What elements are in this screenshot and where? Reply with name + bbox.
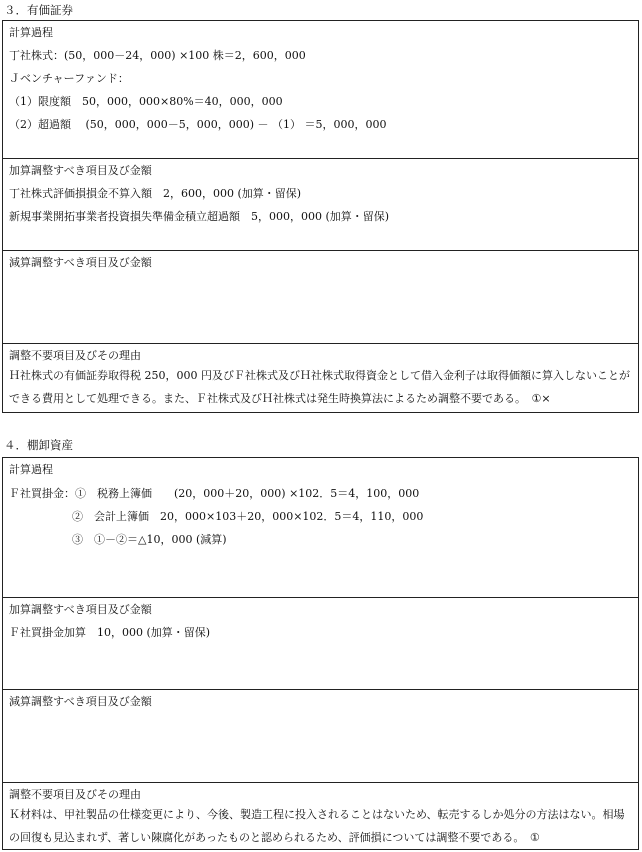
section-3-reason-box	[2, 343, 639, 413]
add-label: 加算調整すべき項目及び金額	[9, 603, 152, 616]
grading-mark: ①×	[531, 392, 551, 405]
section-4-reason-box	[2, 782, 639, 850]
section-4-heading: ４．棚卸資産	[4, 438, 73, 452]
calc-line-text: 会計上簿価 20，000×103＋20，000×102．5＝4，110，000	[94, 510, 424, 523]
add-label: 加算調整すべき項目及び金額	[9, 164, 152, 177]
calc-line-2	[72, 510, 423, 524]
reason-label: 調整不要項目及びその理由	[9, 349, 141, 362]
add-line: 新規事業開拓事業者投資損失準備金積立超過額 5，000，000 (加算・留保)	[9, 210, 390, 223]
calc-label: 計算過程	[9, 26, 53, 39]
section-4-add-box	[2, 597, 639, 689]
section-3-calc-box	[2, 20, 639, 158]
calc-line-num: ③	[72, 533, 83, 546]
calc-line-1	[9, 487, 419, 501]
calc-line-3	[72, 533, 227, 547]
calc-line-num: ②	[72, 510, 83, 523]
section-4-calc-box	[2, 457, 639, 597]
section-3-add-box	[2, 158, 639, 250]
calc-line-text: ①－②＝△10，000 (減算)	[94, 533, 227, 546]
reason-body: Ｈ社株式の有価証券取得税 250，000 円及びＦ社株式及びＨ社株式取得資金として借入金利子は取得価額に算入しないことができる費用として処理できる。また、Ｆ社株式及びＨ社株式は発生時換算法によるため調整不要である。	[9, 369, 630, 405]
calc-line: （1）限度額 50，000，000×80%＝40，000，000	[9, 95, 283, 108]
reason-text	[9, 803, 632, 849]
add-line: 丁社株式評価損損金不算入額 2，600，000 (加算・留保)	[9, 187, 302, 200]
calc-label: 計算過程	[9, 463, 53, 476]
sub-label: 減算調整すべき項目及び金額	[9, 256, 152, 269]
calc-line-text: 税務上簿価 (20，000＋20，000) ×102．5＝4，100，000	[97, 487, 420, 500]
calc-line-prefix: Ｆ社買掛金：①	[9, 487, 86, 500]
reason-label: 調整不要項目及びその理由	[9, 788, 141, 801]
reason-text	[9, 364, 632, 410]
sub-label: 減算調整すべき項目及び金額	[9, 695, 152, 708]
grading-mark: ①	[529, 831, 540, 844]
section-4-sub-box	[2, 689, 639, 782]
section-3-sub-box	[2, 250, 639, 343]
section-3-heading: ３．有価証券	[4, 3, 73, 17]
calc-line: Ｊベンチャーファンド：	[9, 72, 129, 85]
add-line: Ｆ社買掛金加算 10，000 (加算・留保)	[9, 626, 211, 639]
calc-line: （2）超過額 (50，000，000－5，000，000) － （1） ＝5，000，000	[9, 118, 387, 131]
calc-line: 丁社株式：(50，000－24，000) ×100 株＝2，600，000	[9, 49, 306, 62]
reason-body: Ｋ材料は、甲社製品の仕様変更により、今後、製造工程に投入されることはないため、転売するしか処分の方法はない。相場の回復も見込まれず、著しい陳腐化があったものと認められるため、評価損については調整不要である。	[9, 808, 625, 844]
